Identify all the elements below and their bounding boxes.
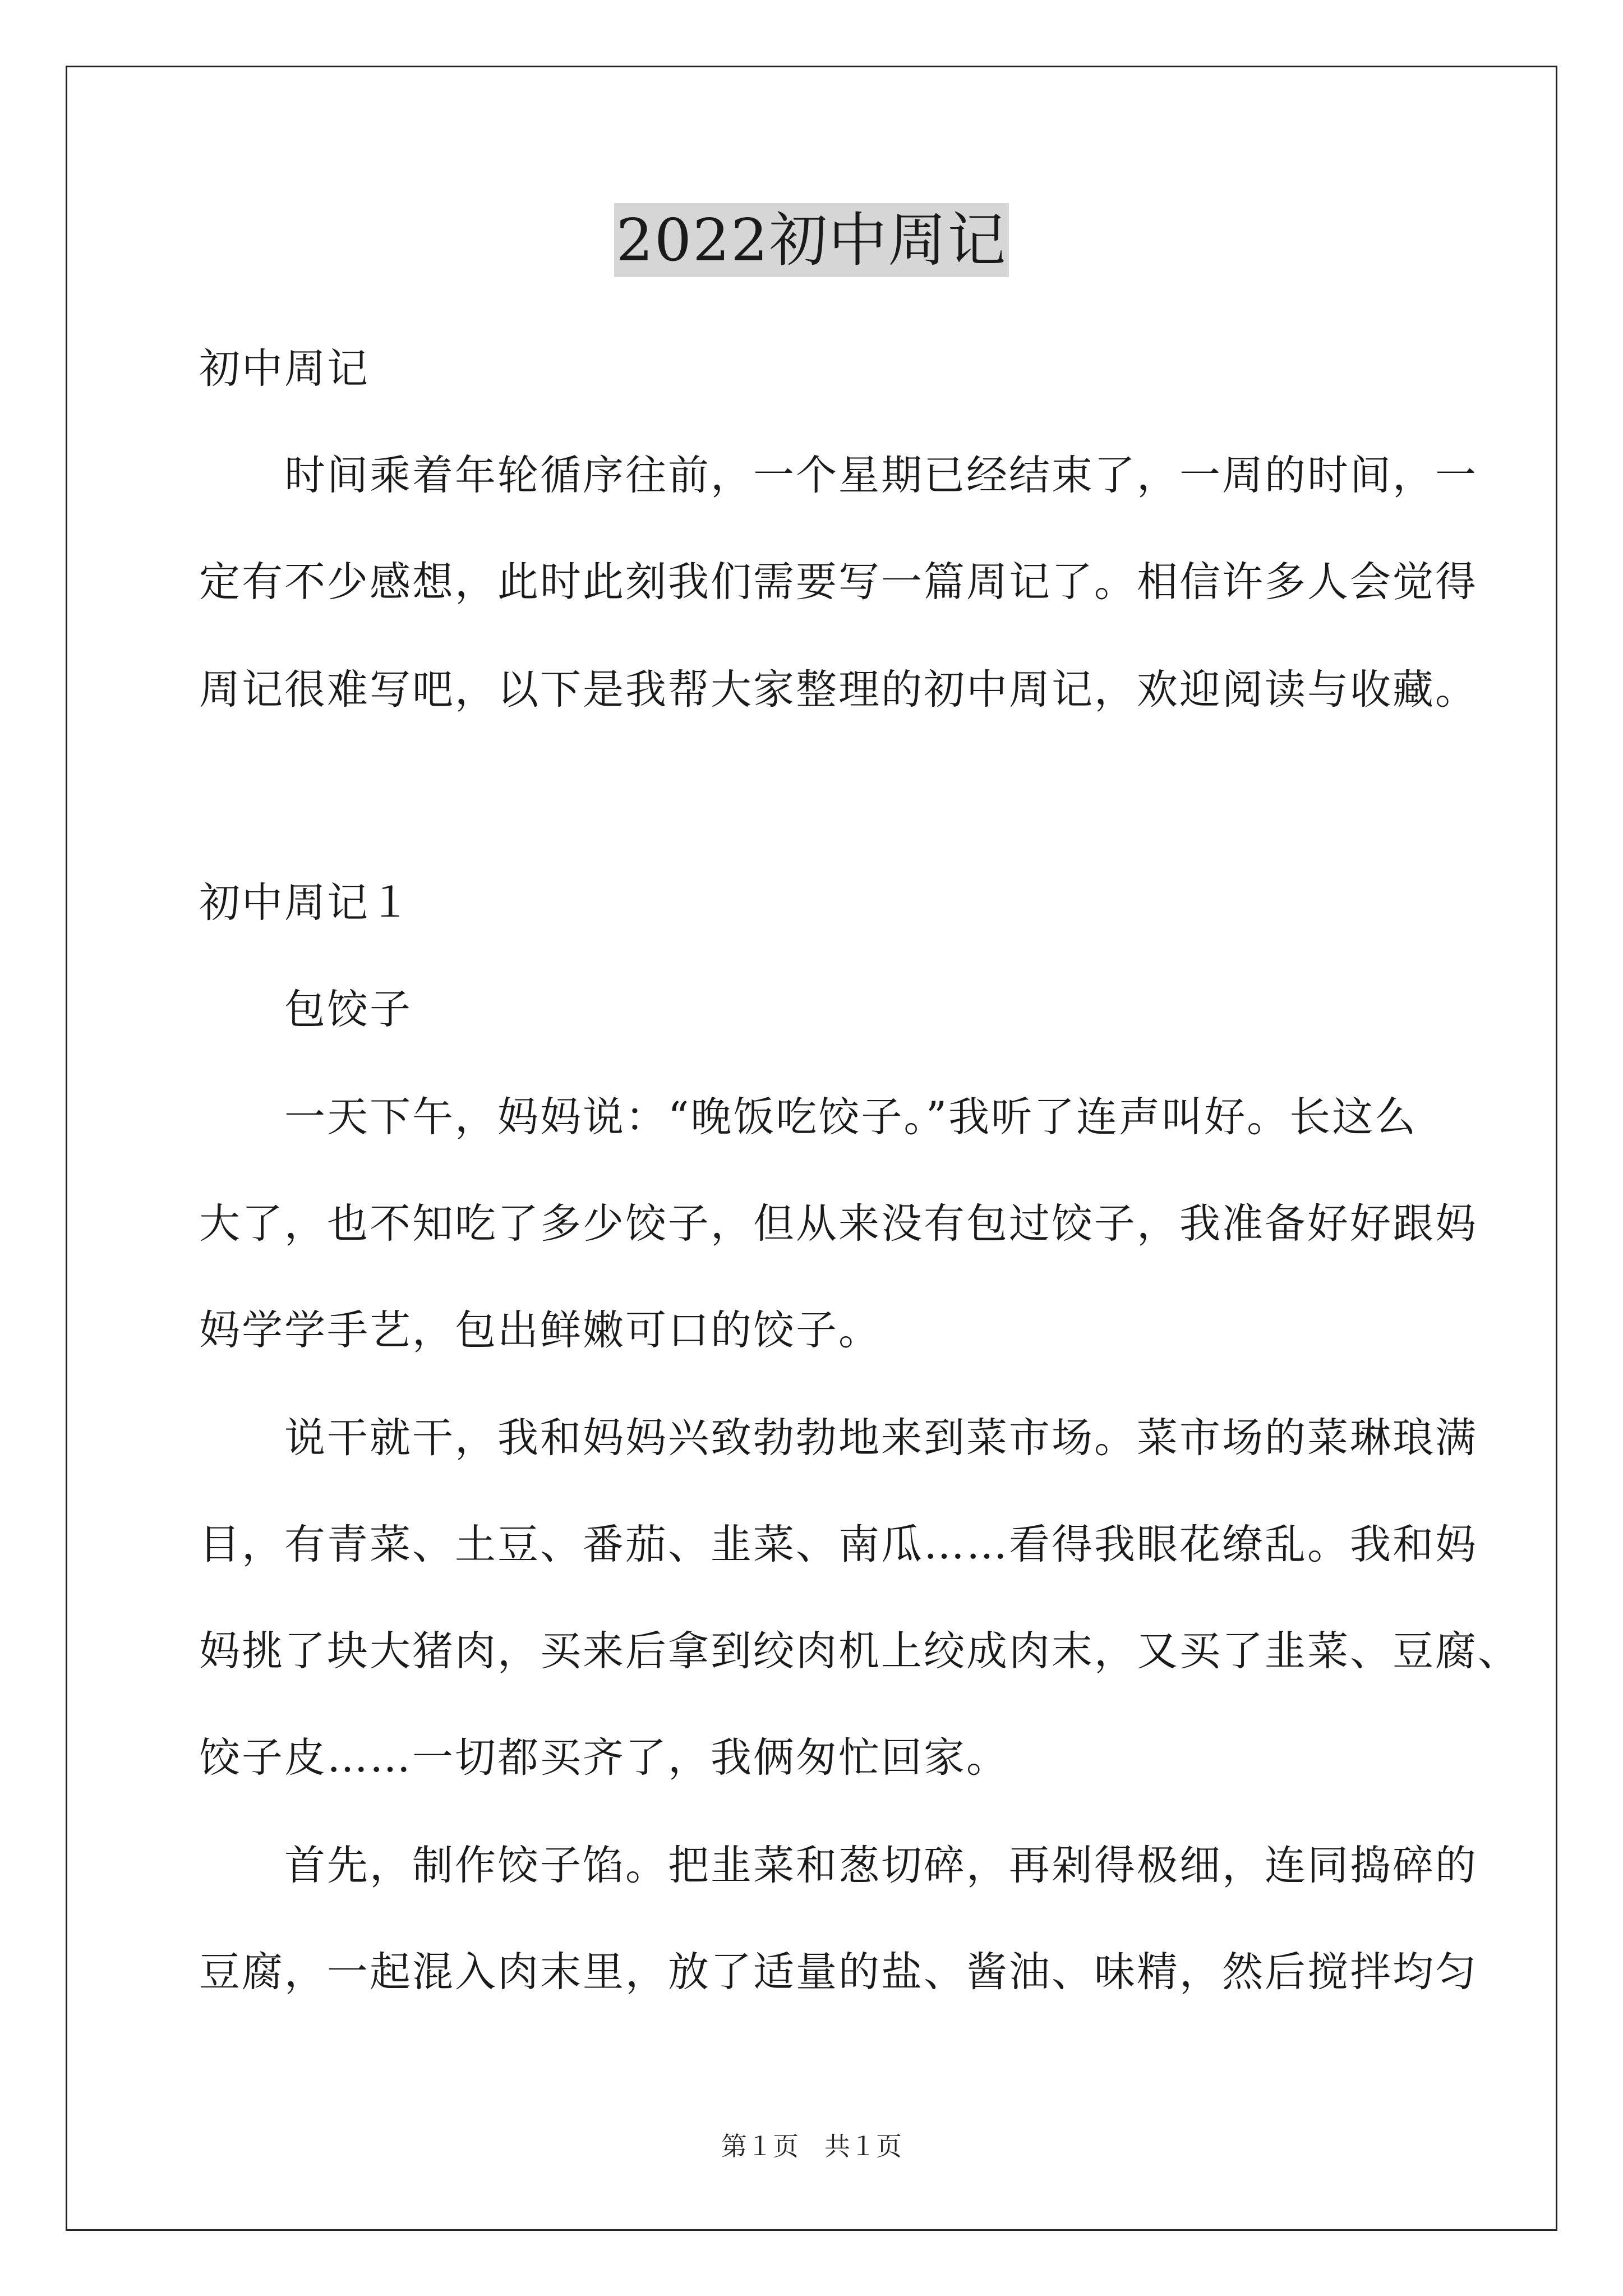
paragraph-line: 妈学学手艺，包出鲜嫩可口的饺子。	[199, 1306, 881, 1354]
paragraph-line: 饺子皮……一切都买齐了，我俩匆忙回家。	[199, 1734, 1009, 1782]
paragraph-line: 豆腐，一起混入肉末里，放了适量的盐、酱油、味精，然后搅拌均匀	[199, 1948, 1478, 1996]
paragraph-line: 一天下午，妈妈说：“晚饭吃饺子。”我听了连声叫好。长这么	[199, 1093, 1418, 1141]
page-number: 第１页 共１页	[721, 2131, 902, 2161]
title-container	[0, 203, 1623, 277]
essay-title: 包饺子	[199, 986, 412, 1033]
page-title: 2022初中周记	[614, 203, 1009, 277]
paragraph-line: 首先，制作饺子馅。把韭菜和葱切碎，再剁得极细，连同捣碎的	[199, 1842, 1478, 1889]
paragraph-line: 妈挑了块大猪肉，买来后拿到绞肉机上绞成肉末，又买了韭菜、豆腐、	[199, 1627, 1520, 1675]
section-heading: 初中周记	[199, 345, 370, 393]
paragraph-line: 周记很难写吧，以下是我帮大家整理的初中周记，欢迎阅读与收藏。	[199, 666, 1478, 714]
paragraph-line: 目，有青菜、土豆、番茄、韭菜、南瓜……看得我眼花缭乱。我和妈	[199, 1521, 1478, 1568]
paragraph-line: 大了，也不知吃了多少饺子，但从来没有包过饺子，我准备好好跟妈	[199, 1200, 1478, 1248]
paragraph-line: 定有不少感想，此时此刻我们需要写一篇周记了。相信许多人会觉得	[199, 558, 1478, 606]
section-heading: 初中周记１	[199, 879, 412, 927]
page-footer	[0, 2129, 1623, 2163]
paragraph-line: 时间乘着年轮循序往前，一个星期已经结束了，一周的时间，一	[199, 452, 1478, 499]
paragraph-line: 说干就干，我和妈妈兴致勃勃地来到菜市场。菜市场的菜琳琅满	[199, 1414, 1478, 1462]
